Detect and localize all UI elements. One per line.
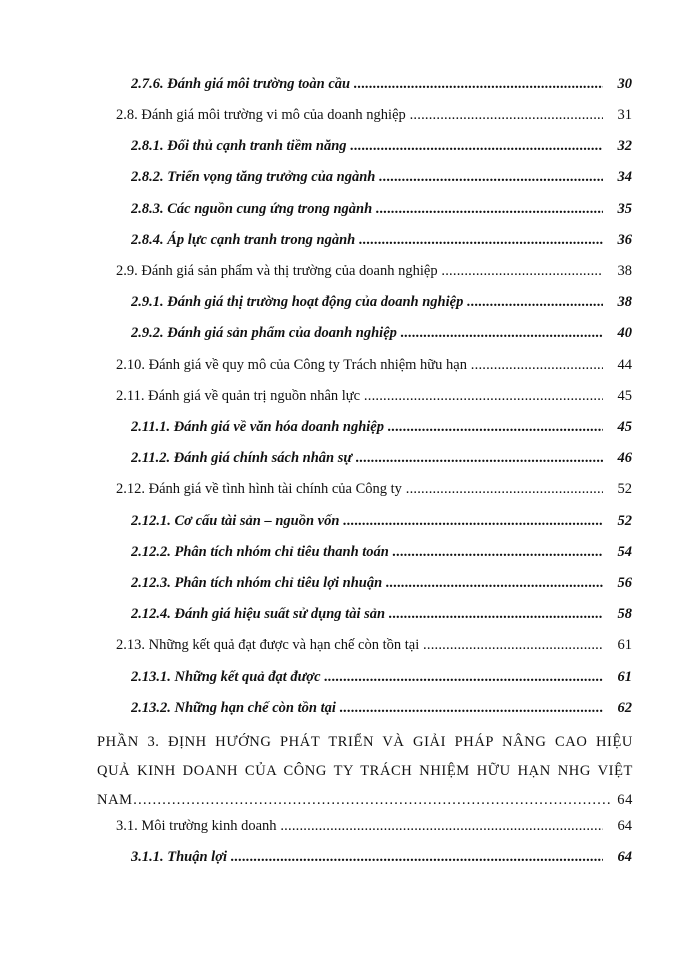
- toc-entry-2-12-3[interactable]: [0, 572, 700, 594]
- toc-entry-2-13[interactable]: [0, 634, 700, 656]
- toc-entry-page: 61: [617, 637, 632, 653]
- toc-entry-page: 61: [617, 669, 632, 685]
- toc-entry-number: 2.8.: [116, 107, 138, 123]
- toc-entry-title: Đánh giá môi trường vi mô của doanh nghiệp .....: [141, 107, 603, 123]
- toc-entry-title: Các nguồn cung ứng trong ngành .....: [167, 201, 603, 217]
- toc-entry-2-11-1[interactable]: [0, 416, 700, 438]
- toc-entry-2-8-1[interactable]: [0, 135, 700, 157]
- toc-entry-title: Đánh giá thị trường hoạt động của doanh nghiệp .....: [167, 294, 603, 310]
- toc-entry-title: Những hạn chế còn tồn tại .....: [175, 700, 604, 716]
- toc-entry-page: 30: [617, 76, 632, 92]
- toc-entry-page: 31: [617, 107, 632, 123]
- toc-entry-page: 52: [617, 481, 632, 497]
- toc-entry-page: 46: [617, 450, 632, 466]
- toc-entry-2-12-4[interactable]: [0, 603, 700, 625]
- toc-entry-3-1[interactable]: [0, 815, 700, 837]
- toc-entry-number: 2.12.: [116, 481, 145, 497]
- toc-entry-page: 64: [617, 849, 632, 865]
- toc-entry-page: 38: [617, 294, 632, 310]
- toc-entry-title: Đánh giá sản phẩm của doanh nghiệp .....: [167, 325, 603, 341]
- toc-entry-number: 2.11.2.: [131, 450, 171, 466]
- toc-entry-title: Đánh giá môi trường toàn cầu .....: [167, 76, 603, 92]
- toc-entry-title: Áp lực cạnh tranh trong ngành .....: [167, 232, 603, 248]
- toc-entry-number: 2.11.: [116, 388, 145, 404]
- toc-entry-page: 32: [617, 138, 632, 154]
- toc-entry-number: 2.12.1.: [131, 513, 171, 529]
- toc-entry-2-7-6[interactable]: [0, 73, 700, 95]
- toc-entry-page: 45: [617, 419, 632, 435]
- toc-entry-title: Đánh giá về quản trị nguồn nhân lực .....: [148, 388, 603, 404]
- toc-entry-page: 64: [617, 818, 632, 834]
- toc-entry-page: 52: [617, 513, 632, 529]
- toc-entry-title: Đối thủ cạnh tranh tiềm năng .....: [167, 138, 603, 154]
- toc-entry-title: Triển vọng tăng trưởng của ngành .....: [167, 169, 603, 185]
- toc-entry-page: 40: [617, 325, 632, 341]
- toc-entry-title: Phân tích nhóm chỉ tiêu thanh toán .....: [175, 544, 604, 560]
- toc-entry-number: 2.9.2.: [131, 325, 164, 341]
- toc-entry-number: 2.12.3.: [131, 575, 171, 591]
- toc-entry-number: 2.8.4.: [131, 232, 164, 248]
- part-3-title-line-3: NAM ……………………………………………………………………………………………………………………: [97, 792, 633, 808]
- toc-entry-number: 2.13.: [116, 637, 145, 653]
- toc-entry-number: 2.8.1.: [131, 138, 164, 154]
- toc-entry-number: 2.8.3.: [131, 201, 164, 217]
- toc-entry-page: 58: [617, 606, 632, 622]
- toc-entry-number: 3.1.: [116, 818, 138, 834]
- toc-entry-title: Đánh giá sản phẩm và thị trường của doanh nghiệp .....: [141, 263, 603, 279]
- toc-entry-number: 2.9.: [116, 263, 138, 279]
- toc-entry-number: 2.12.4.: [131, 606, 171, 622]
- toc-entry-page: 62: [617, 700, 632, 716]
- toc-entry-2-8-3[interactable]: [0, 198, 700, 220]
- toc-entry-3-1-1[interactable]: [0, 846, 700, 868]
- part-3-title-line-2: QUẢ KINH DOANH CỦA CÔNG TY TRÁCH NHIỆM HỮU HẠN NHG VIỆT: [97, 763, 633, 779]
- toc-entry-page: 38: [617, 263, 632, 279]
- toc-entry-2-8[interactable]: [0, 104, 700, 126]
- toc-entry-number: 2.8.2.: [131, 169, 164, 185]
- toc-entry-page: 56: [617, 575, 632, 591]
- toc-part-3-heading[interactable]: [97, 728, 633, 815]
- toc-entry-number: 2.7.6.: [131, 76, 164, 92]
- toc-entry-number: 2.13.2.: [131, 700, 171, 716]
- toc-entry-title: Những kết quả đạt được và hạn chế còn tồn tại .....: [149, 637, 603, 653]
- toc-entry-number: 3.1.1.: [131, 849, 164, 865]
- toc-entry-title: Phân tích nhóm chỉ tiêu lợi nhuận .....: [175, 575, 604, 591]
- toc-entry-2-13-1[interactable]: [0, 666, 700, 688]
- toc-entry-page: 36: [617, 232, 632, 248]
- toc-entry-2-11-2[interactable]: [0, 447, 700, 469]
- toc-entry-number: 2.13.1.: [131, 669, 171, 685]
- toc-entry-title: Đánh giá chính sách nhân sự .....: [174, 450, 603, 466]
- toc-entry-page: 64: [611, 786, 633, 815]
- toc-entry-2-9-2[interactable]: [0, 322, 700, 344]
- toc-entry-2-8-2[interactable]: [0, 166, 700, 188]
- toc-entry-2-10[interactable]: [0, 354, 700, 376]
- toc-entry-2-12[interactable]: [0, 478, 700, 500]
- toc-entry-title: Những kết quả đạt được .....: [175, 669, 604, 685]
- toc-entry-2-8-4[interactable]: [0, 229, 700, 251]
- toc-entry-title: Đánh giá về tình hình tài chính của Công ty .....: [149, 481, 603, 497]
- toc-entry-2-13-2[interactable]: [0, 697, 700, 719]
- toc-entry-title: Đánh giá về quy mô của Công ty Trách nhiệm hữu hạn .....: [149, 357, 603, 373]
- toc-entry-2-12-2[interactable]: [0, 541, 700, 563]
- toc-entry-number: 2.10.: [116, 357, 145, 373]
- toc-entry-page: 44: [617, 357, 632, 373]
- toc-entry-page: 34: [617, 169, 632, 185]
- toc-entry-2-9-1[interactable]: [0, 291, 700, 313]
- toc-entry-title: Thuận lợi .....: [167, 849, 603, 865]
- toc-entry-title: Cơ cấu tài sản – nguồn vốn .....: [175, 513, 604, 529]
- toc-entry-number: 2.12.2.: [131, 544, 171, 560]
- toc-entry-title: Đánh giá về văn hóa doanh nghiệp .....: [174, 419, 603, 435]
- toc-entry-2-12-1[interactable]: [0, 510, 700, 532]
- toc-entry-page: 54: [617, 544, 632, 560]
- toc-entry-number: 2.9.1.: [131, 294, 164, 310]
- part-3-title-line-1: PHẦN 3. ĐỊNH HƯỚNG PHÁT TRIỂN VÀ GIẢI PHÁP NÂNG CAO HIỆU: [97, 734, 633, 750]
- toc-entry-title: Môi trường kinh doanh .....: [141, 818, 603, 834]
- toc-entry-number: 2.11.1.: [131, 419, 171, 435]
- toc-entry-title: Đánh giá hiệu suất sử dụng tài sản .....: [175, 606, 604, 622]
- toc-entry-page: 45: [617, 388, 632, 404]
- toc-entry-2-11[interactable]: [0, 385, 700, 407]
- toc-entry-page: 35: [617, 201, 632, 217]
- toc-entry-2-9[interactable]: [0, 260, 700, 282]
